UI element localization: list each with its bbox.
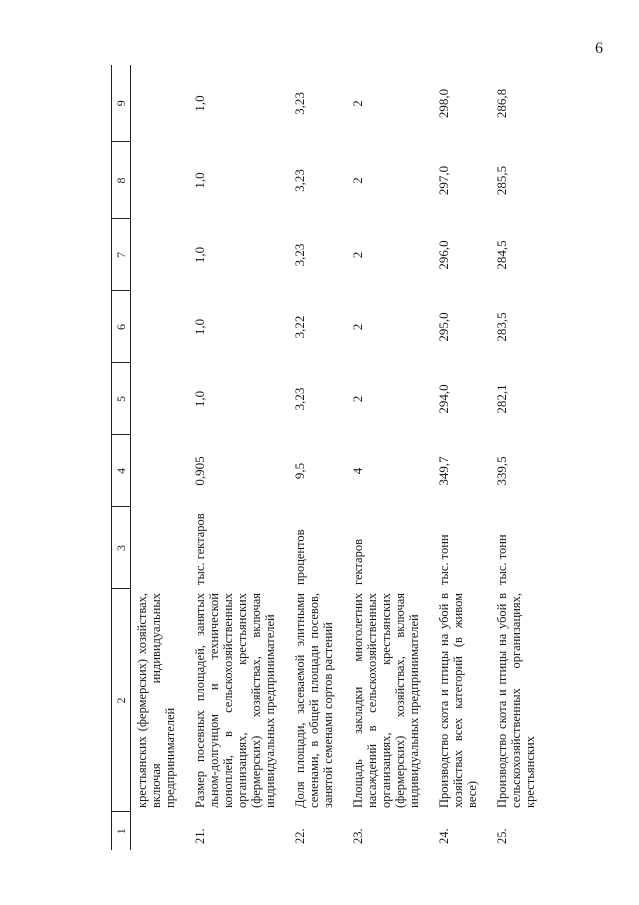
value-cell: 2 [350, 251, 365, 259]
column-header: 4 [112, 435, 131, 507]
unit: процентов [293, 529, 307, 585]
value-cell: 3,23 [292, 92, 307, 115]
indicator-name: Производство скота и птицы на убой в сельскохозяйственных организациях, крестьянских [495, 593, 537, 808]
value-cell: 2 [350, 323, 365, 331]
value-cell [131, 363, 188, 435]
indicator-name: Размер посевных площадей, занятых льном-долгунцом и технической коноплей, в сельскохозяйственных организациях, крестьянских (фермерских) хозяйствах, включая индивидуальных предпринимателей [193, 593, 277, 808]
value-cell: 294,0 [436, 384, 451, 414]
value-cell: 283,5 [494, 312, 509, 342]
table-row [345, 65, 431, 850]
indicator-name: крестьянских (фермерских) хозяйствах, включая индивидуальных предпринимателей [135, 593, 177, 808]
page-number: 6 [595, 40, 603, 57]
column-header: 3 [112, 507, 131, 589]
unit: тыс. гектаров [193, 513, 207, 585]
table-row [187, 65, 287, 850]
value-cell [131, 65, 188, 142]
value-cell: 1,0 [192, 95, 207, 112]
value-cell: 282,1 [494, 384, 509, 414]
value-cell: 9,5 [292, 462, 307, 480]
value-cell: 3,23 [292, 169, 307, 192]
value-cell: 297,0 [436, 165, 451, 196]
unit: тыс. тонн [495, 534, 509, 585]
value-cell: 4 [350, 467, 365, 475]
column-header: 1 [112, 812, 131, 850]
value-cell: 1,0 [192, 318, 207, 336]
value-cell: 2 [350, 100, 365, 107]
value-cell: 1,0 [192, 246, 207, 264]
column-header: 6 [112, 291, 131, 363]
indicators-table-container [111, 65, 639, 850]
value-cell: 2 [350, 395, 365, 403]
unit: тыс. тонн [437, 534, 451, 585]
value-cell [131, 291, 188, 363]
value-cell: 3,23 [292, 243, 307, 267]
row-index [131, 812, 188, 850]
value-cell: 0,905 [192, 456, 207, 486]
table-row [287, 65, 345, 850]
table-row [431, 65, 489, 850]
value-cell: 1,0 [192, 172, 207, 189]
indicator-name: Площадь закладки многолетних насаждений в сельскохозяйственных организациях, крестьянских (фермерских) хозяйствах, включая индивидуальных предпринимателей [351, 593, 421, 808]
row-index: 25. [495, 828, 509, 844]
value-cell: 286,8 [494, 88, 509, 119]
row-index: 24. [437, 828, 451, 844]
column-header: 2 [112, 589, 131, 812]
table-row [131, 65, 188, 850]
value-cell: 284,5 [494, 240, 509, 270]
column-header: 8 [112, 142, 131, 219]
value-cell: 295,0 [436, 312, 451, 342]
table-row [489, 65, 547, 850]
column-number-row [112, 65, 131, 850]
value-cell: 1,0 [192, 390, 207, 408]
value-cell [131, 435, 188, 507]
value-cell: 285,5 [494, 165, 509, 196]
value-cell: 296,0 [436, 240, 451, 270]
row-index: 22. [293, 828, 307, 844]
indicator-name: Производство скота и птицы на убой в хозяйствах всех категорий (в живом весе) [437, 593, 479, 808]
value-cell: 349,7 [436, 456, 451, 486]
value-cell [131, 142, 188, 219]
indicator-name: Доля площади, засеваемой элитными семенами, в общей площади посевов, занятой семенами сортов растений [293, 593, 335, 808]
value-cell: 2 [350, 177, 365, 184]
unit: гектаров [351, 539, 365, 585]
value-cell: 298,0 [436, 88, 451, 119]
column-header: 9 [112, 65, 131, 142]
unit [131, 507, 188, 589]
value-cell: 339,5 [494, 456, 509, 486]
indicators-table [111, 65, 547, 850]
column-header: 5 [112, 363, 131, 435]
row-index: 23. [351, 828, 365, 844]
value-cell [131, 219, 188, 291]
value-cell: 3,23 [292, 387, 307, 411]
column-header: 7 [112, 219, 131, 291]
value-cell: 3,22 [292, 315, 307, 339]
row-index: 21. [193, 828, 207, 844]
